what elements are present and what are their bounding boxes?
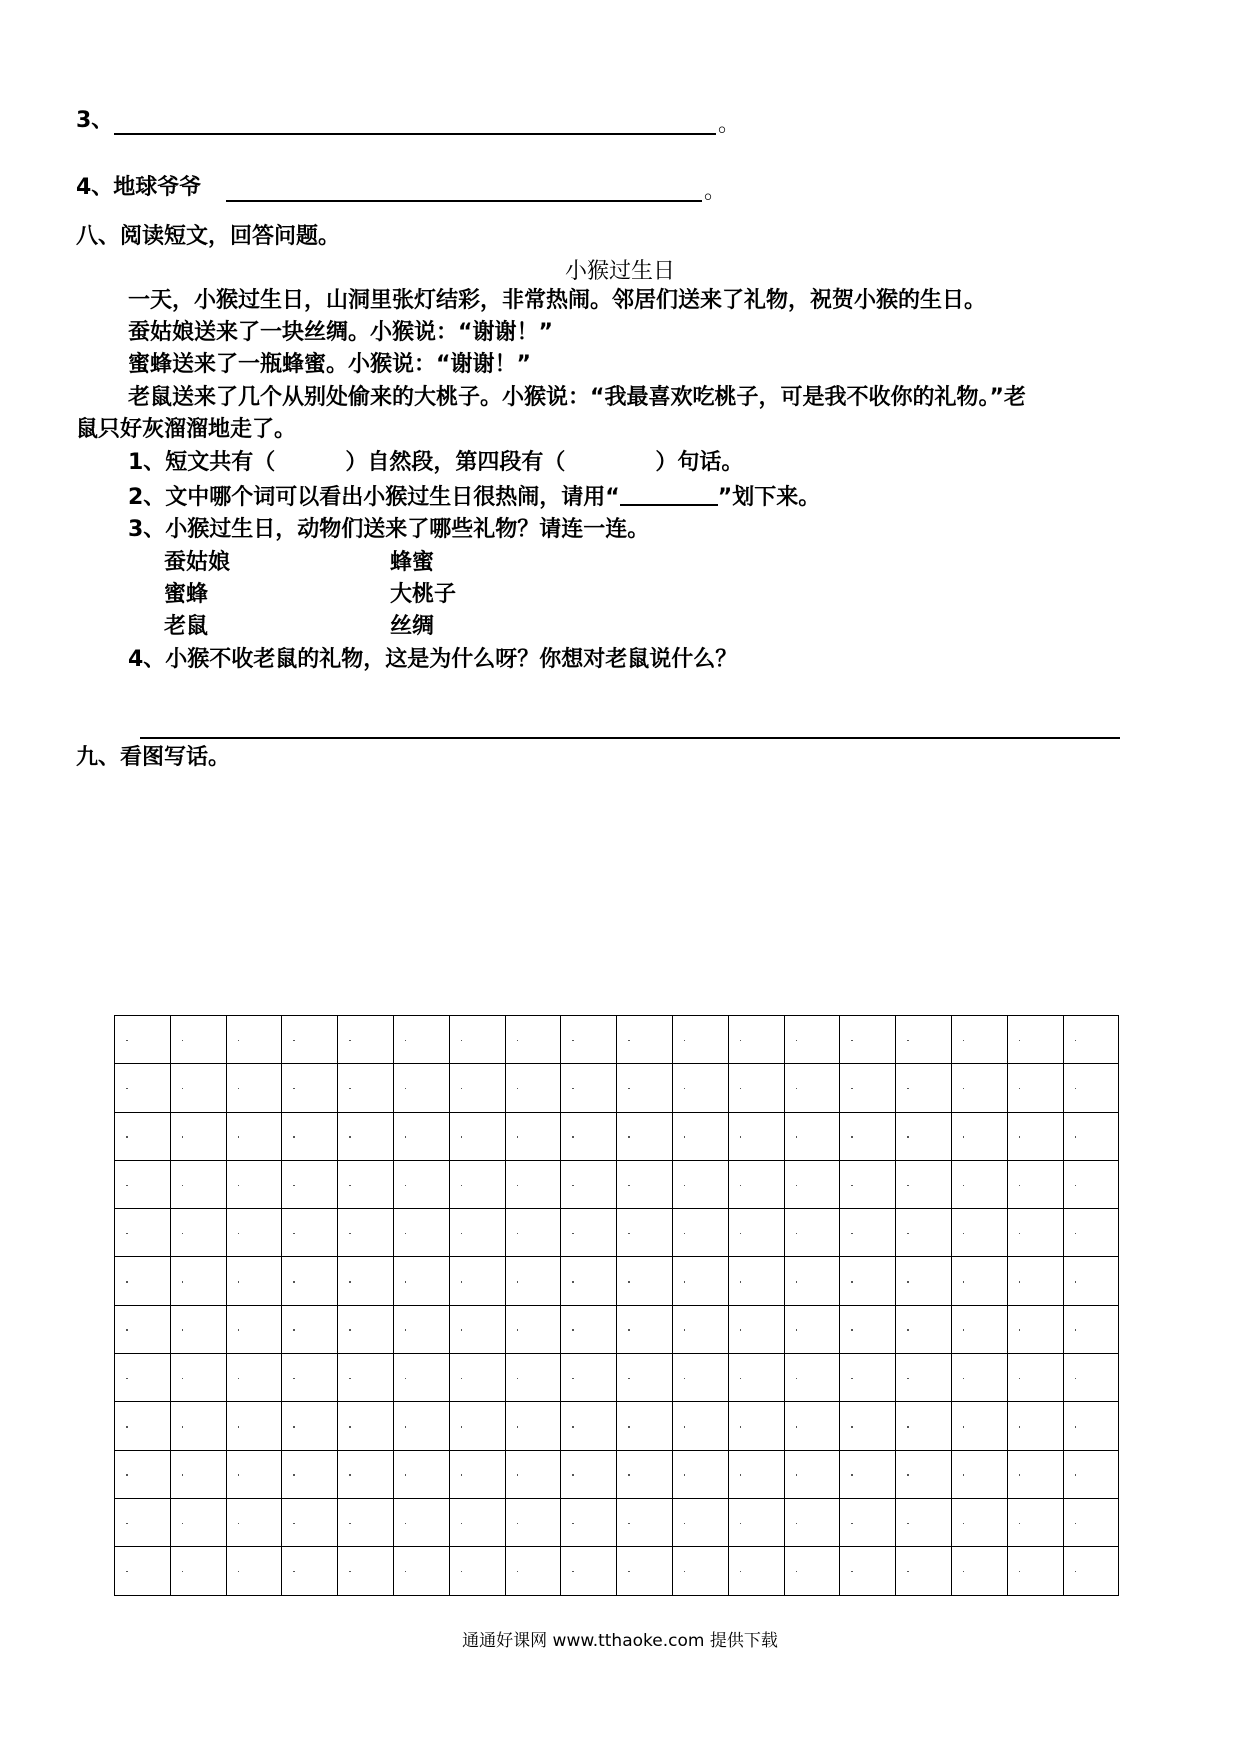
- grid-cell[interactable]: [952, 1064, 1008, 1112]
- grid-cell[interactable]: [561, 1209, 617, 1257]
- grid-cell[interactable]: [227, 1499, 283, 1547]
- grid-cell[interactable]: [338, 1499, 394, 1547]
- grid-cell[interactable]: [115, 1016, 171, 1064]
- grid-cell[interactable]: [952, 1402, 1008, 1450]
- grid-cell[interactable]: [506, 1354, 562, 1402]
- grid-cell[interactable]: [450, 1451, 506, 1499]
- section9-heading: 九、看图写话。: [76, 745, 231, 770]
- grid-cell[interactable]: [785, 1499, 841, 1547]
- grid-row: [115, 1016, 1119, 1064]
- grid-cell[interactable]: [729, 1402, 785, 1450]
- grid-cell[interactable]: [896, 1354, 952, 1402]
- grid-cell[interactable]: [450, 1257, 506, 1305]
- grid-cell[interactable]: [450, 1499, 506, 1547]
- grid-cell[interactable]: [227, 1257, 283, 1305]
- grid-cell[interactable]: [227, 1113, 283, 1161]
- grid-cell[interactable]: [617, 1354, 673, 1402]
- grid-cell[interactable]: [171, 1499, 227, 1547]
- grid-cell[interactable]: [952, 1161, 1008, 1209]
- grid-cell[interactable]: [506, 1113, 562, 1161]
- grid-cell[interactable]: [282, 1402, 338, 1450]
- grid-cell[interactable]: [729, 1113, 785, 1161]
- grid-cell[interactable]: [896, 1257, 952, 1305]
- grid-cell[interactable]: [506, 1547, 562, 1595]
- grid-cell[interactable]: [227, 1306, 283, 1354]
- grid-cell[interactable]: [227, 1209, 283, 1257]
- grid-cell[interactable]: [1064, 1547, 1120, 1595]
- grid-cell[interactable]: [115, 1402, 171, 1450]
- grid-cell[interactable]: [561, 1547, 617, 1595]
- grid-cell[interactable]: [952, 1499, 1008, 1547]
- grid-cell[interactable]: [171, 1209, 227, 1257]
- grid-cell[interactable]: [673, 1306, 729, 1354]
- grid-cell[interactable]: [896, 1451, 952, 1499]
- footer-credit: 通通好课网 www.tthaoke.com 提供下载: [462, 1631, 778, 1651]
- grid-cell[interactable]: [729, 1306, 785, 1354]
- match-left-2[interactable]: 蜜蜂: [164, 582, 209, 607]
- grid-cell[interactable]: [394, 1064, 450, 1112]
- grid-cell[interactable]: [785, 1113, 841, 1161]
- grid-cell[interactable]: [1064, 1113, 1120, 1161]
- grid-cell[interactable]: [673, 1209, 729, 1257]
- grid-cell[interactable]: [729, 1064, 785, 1112]
- grid-cell[interactable]: [227, 1161, 283, 1209]
- question-2-part-a: 2、文中哪个词可以看出小猴过生日很热闹，请用“: [128, 485, 620, 510]
- grid-cell[interactable]: [729, 1209, 785, 1257]
- grid-cell[interactable]: [394, 1257, 450, 1305]
- grid-cell[interactable]: [338, 1209, 394, 1257]
- grid-cell[interactable]: [840, 1161, 896, 1209]
- grid-cell[interactable]: [227, 1451, 283, 1499]
- grid-cell[interactable]: [561, 1257, 617, 1305]
- q1-blank-2[interactable]: [565, 449, 655, 471]
- grid-cell[interactable]: [506, 1016, 562, 1064]
- grid-cell[interactable]: [115, 1161, 171, 1209]
- grid-cell[interactable]: [171, 1064, 227, 1112]
- question-2: [128, 482, 820, 513]
- grid-cell[interactable]: [896, 1209, 952, 1257]
- grid-cell[interactable]: [115, 1499, 171, 1547]
- grid-cell[interactable]: [1064, 1451, 1120, 1499]
- grid-cell[interactable]: [840, 1064, 896, 1112]
- grid-cell[interactable]: [729, 1547, 785, 1595]
- grid-cell[interactable]: [282, 1113, 338, 1161]
- grid-cell[interactable]: [338, 1016, 394, 1064]
- grid-cell[interactable]: [282, 1547, 338, 1595]
- grid-cell[interactable]: [561, 1016, 617, 1064]
- grid-cell[interactable]: [1064, 1161, 1120, 1209]
- story-paragraph-3: 蜜蜂送来了一瓶蜂蜜。小猴说：“谢谢！”: [128, 352, 531, 377]
- grid-cell[interactable]: [673, 1161, 729, 1209]
- grid-cell[interactable]: [282, 1209, 338, 1257]
- grid-cell[interactable]: [896, 1064, 952, 1112]
- grid-cell[interactable]: [171, 1547, 227, 1595]
- grid-cell[interactable]: [840, 1451, 896, 1499]
- grid-cell[interactable]: [785, 1451, 841, 1499]
- grid-row: [115, 1499, 1119, 1547]
- story-paragraph-4: 老鼠送来了几个从别处偷来的大桃子。小猴说：“我最喜欢吃桃子，可是我不收你的礼物。”老: [128, 385, 1026, 410]
- grid-cell[interactable]: [1008, 1451, 1064, 1499]
- match-left-3[interactable]: 老鼠: [164, 614, 209, 639]
- grid-cell[interactable]: [227, 1547, 283, 1595]
- grid-cell[interactable]: [115, 1451, 171, 1499]
- grid-cell[interactable]: [673, 1499, 729, 1547]
- grid-cell[interactable]: [450, 1016, 506, 1064]
- grid-cell[interactable]: [617, 1161, 673, 1209]
- answer-line-q7-3[interactable]: [114, 133, 716, 135]
- grid-row: [115, 1451, 1119, 1499]
- grid-cell[interactable]: [952, 1257, 1008, 1305]
- grid-cell[interactable]: [840, 1016, 896, 1064]
- grid-row: [115, 1161, 1119, 1209]
- match-right-1[interactable]: 蜂蜜: [390, 550, 435, 575]
- grid-cell[interactable]: [506, 1161, 562, 1209]
- grid-cell[interactable]: [506, 1402, 562, 1450]
- grid-row: [115, 1547, 1119, 1595]
- grid-cell[interactable]: [840, 1113, 896, 1161]
- grid-cell[interactable]: [171, 1451, 227, 1499]
- grid-cell[interactable]: [338, 1064, 394, 1112]
- grid-cell[interactable]: [394, 1016, 450, 1064]
- grid-cell[interactable]: [1008, 1016, 1064, 1064]
- grid-cell[interactable]: [450, 1161, 506, 1209]
- grid-cell[interactable]: [1064, 1354, 1120, 1402]
- question-2-part-b: ”划下来。: [717, 485, 821, 510]
- grid-cell[interactable]: [617, 1402, 673, 1450]
- grid-row: [115, 1064, 1119, 1112]
- grid-cell[interactable]: [896, 1306, 952, 1354]
- grid-cell[interactable]: [1008, 1354, 1064, 1402]
- grid-cell[interactable]: [1008, 1547, 1064, 1595]
- story-paragraph-2: 蚕姑娘送来了一块丝绸。小猴说：“谢谢！”: [128, 320, 553, 345]
- question-4: 4、小猴不收老鼠的礼物，这是为什么呀？你想对老鼠说什么？: [128, 647, 738, 672]
- grid-cell[interactable]: [729, 1451, 785, 1499]
- grid-cell[interactable]: [617, 1306, 673, 1354]
- grid-cell[interactable]: [896, 1016, 952, 1064]
- question-3: 3、小猴过生日，动物们送来了哪些礼物？请连一连。: [128, 517, 650, 542]
- grid-cell[interactable]: [673, 1354, 729, 1402]
- grid-cell[interactable]: [450, 1354, 506, 1402]
- q7-item4-label: 4、地球爷爷: [76, 175, 202, 200]
- grid-cell[interactable]: [227, 1064, 283, 1112]
- match-right-2[interactable]: 大桃子: [390, 582, 457, 607]
- grid-cell[interactable]: [840, 1354, 896, 1402]
- grid-cell[interactable]: [338, 1161, 394, 1209]
- grid-cell[interactable]: [617, 1451, 673, 1499]
- grid-cell[interactable]: [506, 1257, 562, 1305]
- answer-line-q7-4[interactable]: [226, 200, 702, 202]
- grid-row: [115, 1209, 1119, 1257]
- grid-cell[interactable]: [338, 1451, 394, 1499]
- grid-cell[interactable]: [1064, 1209, 1120, 1257]
- grid-cell[interactable]: [840, 1209, 896, 1257]
- grid-cell[interactable]: [785, 1016, 841, 1064]
- grid-cell[interactable]: [785, 1209, 841, 1257]
- grid-cell[interactable]: [561, 1161, 617, 1209]
- grid-cell[interactable]: [896, 1547, 952, 1595]
- grid-cell[interactable]: [506, 1209, 562, 1257]
- answer-line-q4[interactable]: [140, 737, 1120, 739]
- grid-cell[interactable]: [896, 1161, 952, 1209]
- q7-item3: [76, 106, 113, 136]
- grid-cell[interactable]: [115, 1354, 171, 1402]
- grid-cell[interactable]: [1008, 1257, 1064, 1305]
- grid-cell[interactable]: [617, 1257, 673, 1305]
- grid-cell[interactable]: [617, 1547, 673, 1595]
- grid-cell[interactable]: [673, 1016, 729, 1064]
- grid-cell[interactable]: [338, 1402, 394, 1450]
- grid-cell[interactable]: [282, 1499, 338, 1547]
- question-1-part-b: ）自然段，第四段有（: [345, 450, 566, 475]
- grid-cell[interactable]: [171, 1016, 227, 1064]
- grid-cell[interactable]: [561, 1451, 617, 1499]
- grid-cell[interactable]: [115, 1209, 171, 1257]
- grid-cell[interactable]: [840, 1257, 896, 1305]
- grid-cell[interactable]: [506, 1064, 562, 1112]
- grid-cell[interactable]: [1064, 1402, 1120, 1450]
- grid-row: [115, 1354, 1119, 1402]
- grid-cell[interactable]: [1064, 1016, 1120, 1064]
- grid-cell[interactable]: [561, 1402, 617, 1450]
- grid-cell[interactable]: [338, 1547, 394, 1595]
- grid-cell[interactable]: [785, 1354, 841, 1402]
- grid-cell[interactable]: [952, 1451, 1008, 1499]
- grid-cell[interactable]: [394, 1161, 450, 1209]
- grid-cell[interactable]: [338, 1354, 394, 1402]
- grid-cell[interactable]: [394, 1113, 450, 1161]
- grid-cell[interactable]: [896, 1402, 952, 1450]
- story-paragraph-4-cont: 鼠只好灰溜溜地走了。: [76, 417, 297, 442]
- grid-cell[interactable]: [115, 1547, 171, 1595]
- grid-cell[interactable]: [561, 1113, 617, 1161]
- grid-cell[interactable]: [729, 1499, 785, 1547]
- grid-cell[interactable]: [171, 1161, 227, 1209]
- grid-cell[interactable]: [785, 1064, 841, 1112]
- grid-cell[interactable]: [506, 1306, 562, 1354]
- grid-cell[interactable]: [1008, 1209, 1064, 1257]
- grid-cell[interactable]: [952, 1354, 1008, 1402]
- grid-cell[interactable]: [394, 1547, 450, 1595]
- q7-item4: [76, 173, 201, 203]
- grid-cell[interactable]: [617, 1064, 673, 1112]
- grid-cell[interactable]: [171, 1306, 227, 1354]
- grid-cell[interactable]: [840, 1499, 896, 1547]
- grid-cell[interactable]: [282, 1161, 338, 1209]
- grid-cell[interactable]: [450, 1209, 506, 1257]
- grid-cell[interactable]: [506, 1499, 562, 1547]
- grid-cell[interactable]: [1008, 1064, 1064, 1112]
- grid-cell[interactable]: [282, 1451, 338, 1499]
- story-title: 小猴过生日: [564, 259, 675, 284]
- grid-row: [115, 1402, 1119, 1450]
- grid-cell[interactable]: [282, 1306, 338, 1354]
- grid-cell[interactable]: [1064, 1499, 1120, 1547]
- grid-cell[interactable]: [338, 1257, 394, 1305]
- grid-cell[interactable]: [394, 1451, 450, 1499]
- grid-cell[interactable]: [338, 1306, 394, 1354]
- grid-cell[interactable]: [673, 1451, 729, 1499]
- grid-cell[interactable]: [952, 1547, 1008, 1595]
- grid-cell[interactable]: [673, 1064, 729, 1112]
- grid-cell[interactable]: [115, 1064, 171, 1112]
- grid-cell[interactable]: [617, 1016, 673, 1064]
- grid-cell[interactable]: [171, 1113, 227, 1161]
- grid-cell[interactable]: [115, 1257, 171, 1305]
- grid-cell[interactable]: [450, 1113, 506, 1161]
- question-1: [128, 448, 743, 478]
- grid-cell[interactable]: [840, 1402, 896, 1450]
- q7-item4-end: 。: [704, 179, 727, 204]
- grid-cell[interactable]: [840, 1547, 896, 1595]
- grid-cell[interactable]: [115, 1113, 171, 1161]
- question-1-part-c: ）句话。: [655, 450, 744, 475]
- grid-cell[interactable]: [952, 1209, 1008, 1257]
- grid-cell[interactable]: [617, 1499, 673, 1547]
- grid-cell[interactable]: [673, 1257, 729, 1305]
- grid-cell[interactable]: [785, 1257, 841, 1305]
- grid-cell[interactable]: [673, 1113, 729, 1161]
- grid-cell[interactable]: [394, 1209, 450, 1257]
- grid-cell[interactable]: [1064, 1306, 1120, 1354]
- grid-cell[interactable]: [171, 1257, 227, 1305]
- grid-cell[interactable]: [1008, 1402, 1064, 1450]
- grid-cell[interactable]: [394, 1354, 450, 1402]
- grid-cell[interactable]: [1008, 1161, 1064, 1209]
- grid-cell[interactable]: [617, 1209, 673, 1257]
- grid-cell[interactable]: [896, 1113, 952, 1161]
- grid-cell[interactable]: [227, 1402, 283, 1450]
- grid-cell[interactable]: [1064, 1257, 1120, 1305]
- q2-underline-sample: [620, 482, 718, 506]
- grid-cell[interactable]: [282, 1354, 338, 1402]
- grid-cell[interactable]: [450, 1402, 506, 1450]
- grid-cell[interactable]: [1008, 1499, 1064, 1547]
- story-paragraph-1: 一天，小猴过生日，山洞里张灯结彩，非常热闹。邻居们送来了礼物，祝贺小猴的生日。: [128, 288, 987, 313]
- grid-cell[interactable]: [394, 1499, 450, 1547]
- grid-cell[interactable]: [338, 1113, 394, 1161]
- grid-cell[interactable]: [896, 1499, 952, 1547]
- grid-cell[interactable]: [171, 1354, 227, 1402]
- grid-cell[interactable]: [840, 1306, 896, 1354]
- grid-cell[interactable]: [729, 1257, 785, 1305]
- grid-cell[interactable]: [729, 1354, 785, 1402]
- grid-row: [115, 1306, 1119, 1354]
- match-left-1[interactable]: 蚕姑娘: [164, 550, 231, 575]
- grid-cell[interactable]: [673, 1402, 729, 1450]
- grid-cell[interactable]: [785, 1161, 841, 1209]
- grid-cell[interactable]: [282, 1016, 338, 1064]
- q7-item3-end: 。: [718, 112, 741, 137]
- grid-cell[interactable]: [450, 1547, 506, 1595]
- grid-cell[interactable]: [1008, 1306, 1064, 1354]
- grid-cell[interactable]: [952, 1113, 1008, 1161]
- grid-cell[interactable]: [729, 1161, 785, 1209]
- grid-row: [115, 1113, 1119, 1161]
- grid-cell[interactable]: [506, 1451, 562, 1499]
- grid-cell[interactable]: [1064, 1064, 1120, 1112]
- grid-cell[interactable]: [115, 1306, 171, 1354]
- grid-cell[interactable]: [785, 1402, 841, 1450]
- grid-row: [115, 1257, 1119, 1305]
- q7-item3-label: 3、: [76, 108, 114, 133]
- grid-cell[interactable]: [673, 1547, 729, 1595]
- grid-cell[interactable]: [617, 1113, 673, 1161]
- grid-cell[interactable]: [394, 1402, 450, 1450]
- grid-cell[interactable]: [561, 1354, 617, 1402]
- grid-cell[interactable]: [394, 1306, 450, 1354]
- writing-grid[interactable]: [114, 1015, 1119, 1596]
- section8-heading: 八、阅读短文，回答问题。: [76, 224, 341, 249]
- question-1-part-a: 1、短文共有（: [128, 450, 276, 475]
- grid-cell[interactable]: [171, 1402, 227, 1450]
- grid-cell[interactable]: [561, 1064, 617, 1112]
- grid-cell[interactable]: [227, 1354, 283, 1402]
- grid-cell[interactable]: [729, 1016, 785, 1064]
- grid-cell[interactable]: [450, 1064, 506, 1112]
- grid-cell[interactable]: [785, 1306, 841, 1354]
- q1-blank-1[interactable]: [275, 449, 345, 471]
- grid-cell[interactable]: [1008, 1113, 1064, 1161]
- grid-cell[interactable]: [561, 1499, 617, 1547]
- match-right-3[interactable]: 丝绸: [390, 614, 435, 639]
- grid-cell[interactable]: [561, 1306, 617, 1354]
- grid-cell[interactable]: [282, 1257, 338, 1305]
- grid-cell[interactable]: [952, 1306, 1008, 1354]
- grid-cell[interactable]: [785, 1547, 841, 1595]
- grid-cell[interactable]: [282, 1064, 338, 1112]
- grid-cell[interactable]: [450, 1306, 506, 1354]
- grid-cell[interactable]: [227, 1016, 283, 1064]
- grid-cell[interactable]: [952, 1016, 1008, 1064]
